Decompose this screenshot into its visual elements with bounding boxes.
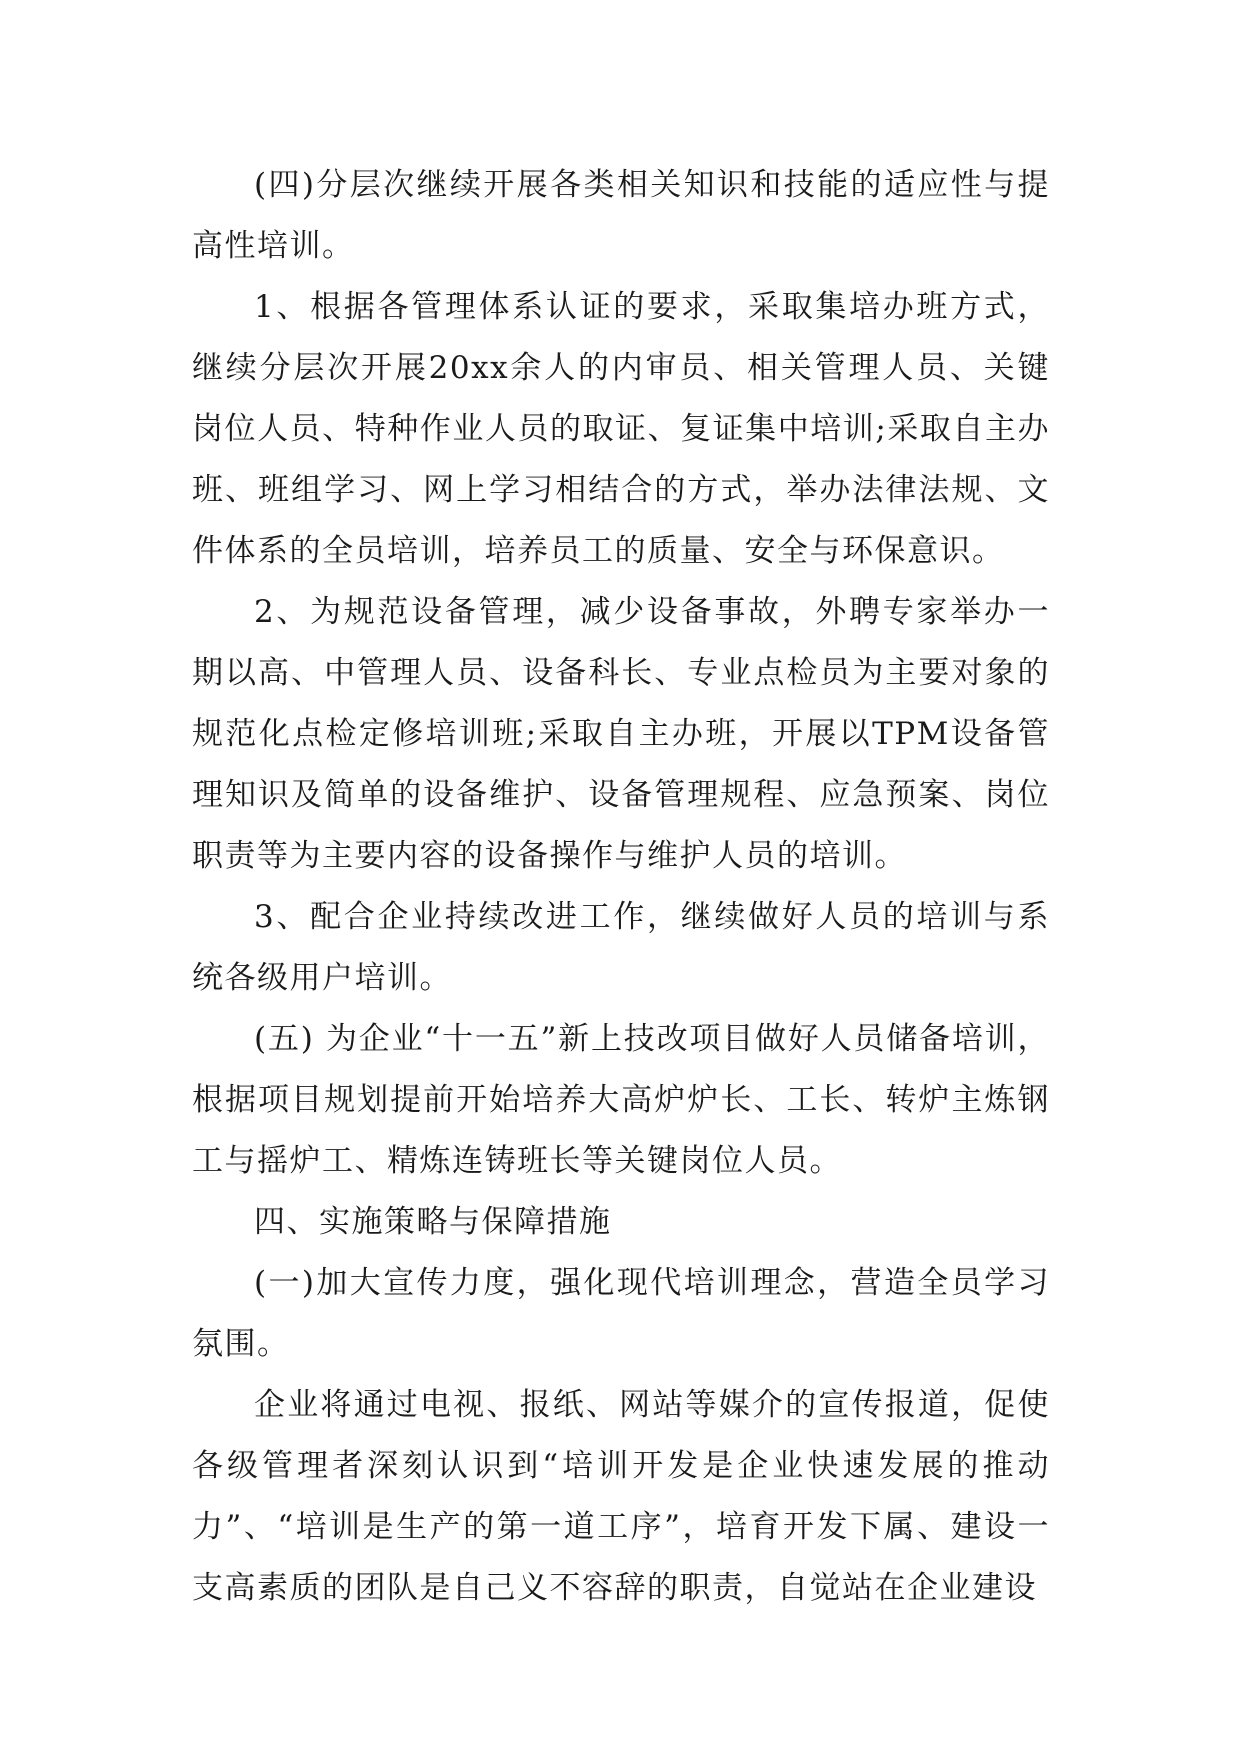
heading-chapter-4: 四、实施策略与保障措施 [254, 1204, 612, 1240]
paragraph-item-3: 3、配合企业持续改进工作，继续做好人员的培训与系统各级用户培训。 [192, 899, 1050, 996]
paragraph-body: 企业将通过电视、报纸、网站等媒介的宣传报道，促使各级管理者深刻认识到“培训开发是企业快速发展的推动力”、“培训是生产的第一道工序”，培育开发下属、建设一支高素质的团队是自己义不容辞的职责，自觉站在企业建设 [192, 1387, 1050, 1606]
paragraph-section-5: (五) 为企业“十一五”新上技改项目做好人员储备培训，根据项目规划提前开始培养大高炉炉长、工长、转炉主炼钢工与摇炉工、精炼连铸班长等关键岗位人员。 [192, 1021, 1050, 1179]
paragraph-item-2: 2、为规范设备管理，减少设备事故，外聘专家举办一期以高、中管理人员、设备科长、专业点检员为主要对象的规范化点检定修培训班;采取自主办班，开展以TPM设备管理知识及简单的设备维护、设备管理规程、应急预案、岗位职责等为主要内容的设备操作与维护人员的培训。 [192, 594, 1050, 874]
document-body [192, 155, 1050, 1619]
paragraph-subsection-1: (一)加大宣传力度，强化现代培训理念，营造全员学习氛围。 [192, 1265, 1050, 1362]
paragraph-item-1: 1、根据各管理体系认证的要求，采取集培办班方式，继续分层次开展20xx余人的内审员、相关管理人员、关键岗位人员、特种作业人员的取证、复证集中培训;采取自主办班、班组学习、网上学习相结合的方式，举办法律法规、文件体系的全员培训，培养员工的质量、安全与环保意识。 [192, 289, 1050, 569]
paragraph-section-4: (四)分层次继续开展各类相关知识和技能的适应性与提高性培训。 [192, 167, 1050, 264]
